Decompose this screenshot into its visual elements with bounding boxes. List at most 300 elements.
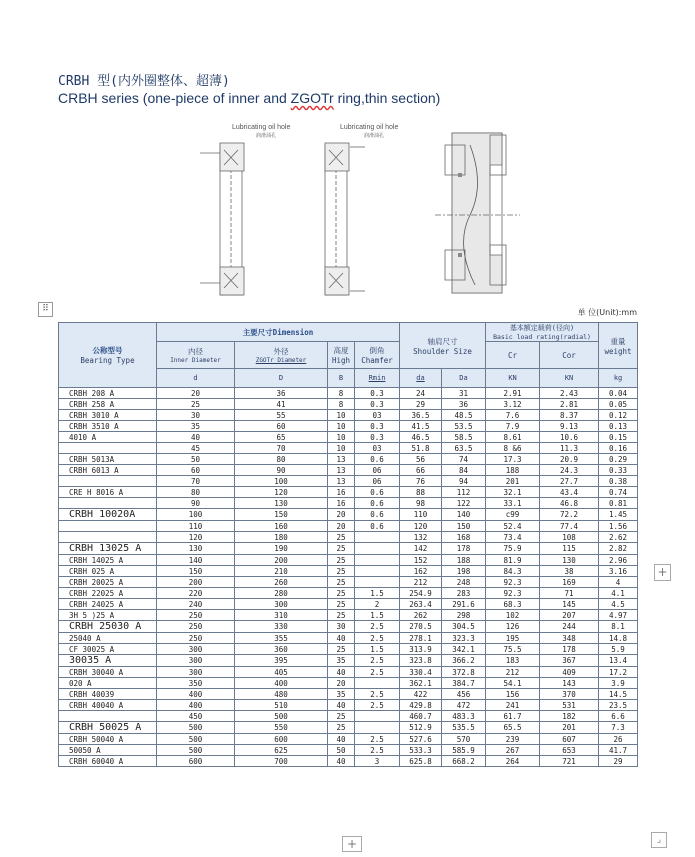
value-cell: 422 — [400, 689, 442, 700]
value-cell: 90 — [235, 465, 328, 476]
value-cell: 29 — [599, 756, 638, 767]
height-en: High — [331, 356, 351, 365]
bearing-type-en: Bearing Type — [80, 356, 135, 365]
value-cell: 11.3 — [540, 443, 599, 454]
value-cell: 200 — [235, 555, 328, 566]
value-cell: 384.7 — [442, 678, 486, 689]
value-cell: 283 — [442, 588, 486, 599]
spec-table — [58, 322, 638, 767]
load-rating-en: Basic load rating(radial) — [493, 333, 591, 341]
value-cell: 500 — [157, 734, 235, 745]
value-cell: 8 &6 — [486, 443, 540, 454]
value-cell: 527.6 — [400, 734, 442, 745]
value-cell: 1.5 — [355, 610, 400, 621]
value-cell: 6.6 — [599, 711, 638, 722]
table-move-handle-icon[interactable]: ⠿ — [38, 302, 53, 317]
value-cell: 102 — [486, 610, 540, 621]
value-cell: 25 — [328, 711, 355, 722]
value-cell: 52.4 — [486, 521, 540, 532]
value-cell: 80 — [235, 454, 328, 465]
value-cell: 130 — [157, 543, 235, 555]
bearing-type-cell: 4010 A — [59, 432, 157, 443]
value-cell: 500 — [157, 722, 235, 734]
value-cell: 120 — [400, 521, 442, 532]
value-cell: 10.6 — [540, 432, 599, 443]
bearing-type-cell: CRBH 40040 A — [59, 700, 157, 711]
value-cell: 350 — [157, 678, 235, 689]
value-cell: 1.5 — [355, 588, 400, 599]
value-cell: 145 — [540, 599, 599, 610]
value-cell: 36.5 — [400, 410, 442, 421]
value-cell: 2.43 — [540, 388, 599, 399]
value-cell: 16 — [328, 487, 355, 498]
value-cell: 66 — [400, 465, 442, 476]
value-cell: 27.7 — [540, 476, 599, 487]
value-cell: 360 — [235, 644, 328, 655]
value-cell: 43.4 — [540, 487, 599, 498]
value-cell: 56 — [400, 454, 442, 465]
table-row — [59, 711, 638, 722]
value-cell: 77.4 — [540, 521, 599, 532]
value-cell: 132 — [400, 532, 442, 543]
value-cell: 201 — [486, 476, 540, 487]
value-cell: 372.8 — [442, 667, 486, 678]
value-cell: 115 — [540, 543, 599, 555]
bearing-type-cell: CF 30025 A — [59, 644, 157, 655]
value-cell: 207 — [540, 610, 599, 621]
bearing-type-cell: CRBH 50025 A — [59, 722, 157, 734]
bearing-type-cell: CRBH 5013A — [59, 454, 157, 465]
value-cell: 160 — [235, 521, 328, 532]
chamfer-header — [355, 342, 400, 369]
bearing-type-cell: CRBH 208 A — [59, 388, 157, 399]
value-cell: 03 — [355, 410, 400, 421]
bearing-type-cell: CRBH 14025 A — [59, 555, 157, 566]
bearing-type-cell: 30035 A — [59, 655, 157, 667]
sym-kg: kg — [599, 369, 638, 388]
weight-cn: 重量 — [610, 336, 626, 346]
table-row — [59, 555, 638, 566]
value-cell: 625.8 — [400, 756, 442, 767]
bearing-type-header — [59, 323, 157, 388]
value-cell: 600 — [157, 756, 235, 767]
value-cell: 8 — [328, 388, 355, 399]
bearing-type-cell: CRBH 40039 — [59, 689, 157, 700]
value-cell: 210 — [235, 566, 328, 577]
value-cell: 0.04 — [599, 388, 638, 399]
value-cell: 17.3 — [486, 454, 540, 465]
value-cell: 625 — [235, 745, 328, 756]
bearing-type-cell — [59, 443, 157, 454]
value-cell: 63.5 — [442, 443, 486, 454]
value-cell: 263.4 — [400, 599, 442, 610]
table-row — [59, 588, 638, 599]
value-cell: 120 — [157, 532, 235, 543]
sym-kn-cor: KN — [540, 369, 599, 388]
value-cell: 25 — [328, 588, 355, 599]
lube-hole-label-1: Lubricating oil hole — [232, 124, 291, 131]
value-cell: 14.5 — [599, 689, 638, 700]
value-cell: 472 — [442, 700, 486, 711]
value-cell: 143 — [540, 678, 599, 689]
value-cell: 7.6 — [486, 410, 540, 421]
value-cell: 17.2 — [599, 667, 638, 678]
value-cell: 0.33 — [599, 465, 638, 476]
value-cell: 100 — [235, 476, 328, 487]
value-cell: 40 — [157, 432, 235, 443]
value-cell: 81.9 — [486, 555, 540, 566]
value-cell: 94 — [442, 476, 486, 487]
value-cell: 244 — [540, 621, 599, 633]
value-cell: 76 — [400, 476, 442, 487]
table-row — [59, 566, 638, 577]
bearing-type-cell — [59, 521, 157, 532]
value-cell: 2.81 — [540, 399, 599, 410]
value-cell: 8.37 — [540, 410, 599, 421]
table-row — [59, 678, 638, 689]
value-cell — [355, 722, 400, 734]
value-cell: 26 — [599, 734, 638, 745]
table-row — [59, 734, 638, 745]
value-cell: 0.81 — [599, 498, 638, 509]
value-cell: 40 — [328, 633, 355, 644]
value-cell: 4.5 — [599, 599, 638, 610]
value-cell: 250 — [157, 633, 235, 644]
value-cell: 260 — [235, 577, 328, 588]
value-cell: 75.9 — [486, 543, 540, 555]
value-cell: 140 — [442, 509, 486, 521]
value-cell — [355, 678, 400, 689]
value-cell: 25 — [328, 566, 355, 577]
value-cell: 607 — [540, 734, 599, 745]
bearing-type-cell: CRE H 8016 A — [59, 487, 157, 498]
value-cell: 41.7 — [599, 745, 638, 756]
value-cell: 112 — [442, 487, 486, 498]
value-cell: 510 — [235, 700, 328, 711]
value-cell: 0.38 — [599, 476, 638, 487]
inner-cn: 内径 — [188, 347, 203, 356]
value-cell: 0.3 — [355, 432, 400, 443]
value-cell: 06 — [355, 476, 400, 487]
value-cell: 366.2 — [442, 655, 486, 667]
value-cell: 10 — [328, 410, 355, 421]
value-cell: 248 — [442, 577, 486, 588]
value-cell: 68.3 — [486, 599, 540, 610]
page-title-cn: CRBH 型(内外圈整体、超薄) — [58, 74, 230, 89]
value-cell: 270.5 — [400, 621, 442, 633]
table-row — [59, 509, 638, 521]
table-row — [59, 410, 638, 421]
value-cell: 53.5 — [442, 421, 486, 432]
value-cell: 35 — [328, 655, 355, 667]
value-cell: 84.3 — [486, 566, 540, 577]
value-cell: 0.6 — [355, 498, 400, 509]
table-row — [59, 722, 638, 734]
value-cell: 310 — [235, 610, 328, 621]
value-cell: 13 — [328, 476, 355, 487]
value-cell: 126 — [486, 621, 540, 633]
value-cell: 585.9 — [442, 745, 486, 756]
outer-en: ZGOTr Diameter — [255, 357, 307, 364]
table-row — [59, 443, 638, 454]
value-cell — [355, 711, 400, 722]
value-cell: 0.6 — [355, 509, 400, 521]
value-cell: 535.5 — [442, 722, 486, 734]
table-row — [59, 432, 638, 443]
weight-en: weight — [604, 346, 632, 356]
value-cell: 25 — [328, 610, 355, 621]
value-cell: 25 — [328, 555, 355, 566]
table-row — [59, 599, 638, 610]
value-cell: 480 — [235, 689, 328, 700]
value-cell: 24 — [400, 388, 442, 399]
value-cell — [355, 577, 400, 588]
value-cell: 2.82 — [599, 543, 638, 555]
height-cn: 高度 — [333, 346, 349, 355]
table-row — [59, 465, 638, 476]
value-cell: 23.5 — [599, 700, 638, 711]
table-row — [59, 487, 638, 498]
add-column-icon[interactable]: + — [654, 564, 671, 581]
bearing-type-cell: 020 A — [59, 678, 157, 689]
bearing-type-cell: CRBH 50040 A — [59, 734, 157, 745]
value-cell: 3.9 — [599, 678, 638, 689]
value-cell: 460.7 — [400, 711, 442, 722]
value-cell: 240 — [157, 599, 235, 610]
value-cell: 0.6 — [355, 487, 400, 498]
value-cell: 72.2 — [540, 509, 599, 521]
value-cell: 50 — [328, 745, 355, 756]
add-row-icon[interactable]: + — [342, 836, 362, 852]
value-cell: 300 — [157, 667, 235, 678]
value-cell: 25 — [157, 399, 235, 410]
value-cell: 178 — [540, 644, 599, 655]
table-row — [59, 644, 638, 655]
value-cell: 150 — [157, 566, 235, 577]
value-cell: 2 — [355, 599, 400, 610]
value-cell: 241 — [486, 700, 540, 711]
title-en-suffix: ring,thin section) — [333, 90, 441, 106]
resize-corner-icon[interactable]: ⌟ — [651, 832, 667, 848]
value-cell: 110 — [400, 509, 442, 521]
value-cell: 10 — [328, 432, 355, 443]
height-header — [328, 342, 355, 369]
value-cell: 58.5 — [442, 432, 486, 443]
sym-kn-cr: KN — [486, 369, 540, 388]
value-cell: 98 — [400, 498, 442, 509]
value-cell: 41.5 — [400, 421, 442, 432]
value-cell: 429.8 — [400, 700, 442, 711]
value-cell: 291.6 — [442, 599, 486, 610]
value-cell: 20.9 — [540, 454, 599, 465]
bearing-type-cell: CRBH 24025 A — [59, 599, 157, 610]
value-cell: 220 — [157, 588, 235, 599]
bearing-type-cn: 公称型号 — [92, 346, 123, 355]
sym-B: B — [328, 369, 355, 388]
value-cell: 88 — [400, 487, 442, 498]
value-cell: 0.6 — [355, 454, 400, 465]
value-cell: 41 — [235, 399, 328, 410]
value-cell: 168 — [442, 532, 486, 543]
value-cell: 90 — [157, 498, 235, 509]
value-cell — [355, 532, 400, 543]
value-cell — [355, 566, 400, 577]
value-cell: 400 — [157, 700, 235, 711]
value-cell: 400 — [235, 678, 328, 689]
value-cell: 500 — [157, 745, 235, 756]
sym-da: da — [400, 369, 442, 388]
cor-header: Cor — [540, 342, 599, 369]
bearing-type-cell: CRBH 3510 A — [59, 421, 157, 432]
value-cell: 409 — [540, 667, 599, 678]
outer-cn: 外径 — [273, 347, 289, 356]
value-cell: 2.5 — [355, 633, 400, 644]
inner-diameter-header — [157, 342, 235, 369]
value-cell: 188 — [442, 555, 486, 566]
value-cell: 355 — [235, 633, 328, 644]
value-cell: 45 — [157, 443, 235, 454]
value-cell: 36 — [235, 388, 328, 399]
unit-label: 单 位(Unit):mm — [577, 308, 637, 317]
table-row — [59, 756, 638, 767]
value-cell: 190 — [235, 543, 328, 555]
bearing-type-cell: 25040 A — [59, 633, 157, 644]
value-cell: 30 — [157, 410, 235, 421]
value-cell: 0.6 — [355, 521, 400, 532]
shoulder-en: Shoulder Size — [413, 346, 472, 356]
lube-hole-label-2-cn: 润滑油孔 — [364, 133, 385, 139]
value-cell: 20 — [328, 521, 355, 532]
sym-d: d — [157, 369, 235, 388]
table-row — [59, 633, 638, 644]
value-cell: 71 — [540, 588, 599, 599]
value-cell: 7.3 — [599, 722, 638, 734]
value-cell: 2.62 — [599, 532, 638, 543]
value-cell: 8.61 — [486, 432, 540, 443]
value-cell: 51.8 — [400, 443, 442, 454]
bearing-type-cell — [59, 711, 157, 722]
value-cell: 13 — [328, 465, 355, 476]
table-row — [59, 689, 638, 700]
value-cell: 142 — [400, 543, 442, 555]
value-cell: 20 — [157, 388, 235, 399]
value-cell: 48.5 — [442, 410, 486, 421]
value-cell: 75.5 — [486, 644, 540, 655]
table-row — [59, 454, 638, 465]
value-cell: 169 — [540, 577, 599, 588]
value-cell: 61.7 — [486, 711, 540, 722]
value-cell: 162 — [400, 566, 442, 577]
spec-table-body — [59, 388, 638, 767]
value-cell: 25 — [328, 532, 355, 543]
value-cell: 122 — [442, 498, 486, 509]
table-row — [59, 655, 638, 667]
load-rating-header — [486, 323, 599, 342]
sym-Da: Da — [442, 369, 486, 388]
table-row — [59, 667, 638, 678]
bearing-type-cell: CRBH 13025 A — [59, 543, 157, 555]
value-cell: 0.29 — [599, 454, 638, 465]
value-cell: 212 — [400, 577, 442, 588]
value-cell: 254.9 — [400, 588, 442, 599]
inner-en: Inner Diameter — [170, 357, 221, 364]
value-cell: 60 — [235, 421, 328, 432]
value-cell: 100 — [157, 509, 235, 521]
bearing-type-cell: CRBH 025 A — [59, 566, 157, 577]
value-cell: 2.96 — [599, 555, 638, 566]
value-cell: 50 — [157, 454, 235, 465]
lube-hole-label-2: Lubricating oil hole — [340, 124, 399, 131]
table-row — [59, 610, 638, 621]
value-cell: 4 — [599, 577, 638, 588]
bearing-drawings — [190, 115, 530, 305]
value-cell: 300 — [157, 655, 235, 667]
value-cell: 5.9 — [599, 644, 638, 655]
title-en-underlined: ZGOTr — [290, 90, 334, 106]
value-cell: 0.12 — [599, 410, 638, 421]
value-cell: 183 — [486, 655, 540, 667]
bearing-type-cell: CRBH 10020A — [59, 509, 157, 521]
table-row — [59, 577, 638, 588]
value-cell: 264 — [486, 756, 540, 767]
value-cell: 25 — [328, 577, 355, 588]
value-cell: 2.91 — [486, 388, 540, 399]
value-cell: 323.8 — [400, 655, 442, 667]
bearing-type-cell — [59, 498, 157, 509]
bearing-type-cell: CRBH 20025 A — [59, 577, 157, 588]
value-cell: 0.3 — [355, 421, 400, 432]
value-cell: 120 — [235, 487, 328, 498]
value-cell: 298 — [442, 610, 486, 621]
sym-D: D — [235, 369, 328, 388]
value-cell: 300 — [157, 644, 235, 655]
value-cell: 25 — [328, 644, 355, 655]
value-cell: 250 — [157, 621, 235, 633]
value-cell: c99 — [486, 509, 540, 521]
sym-rmin: Rmin — [355, 369, 400, 388]
value-cell: 323.3 — [442, 633, 486, 644]
value-cell: 92.3 — [486, 588, 540, 599]
bearing-type-cell: CRBH 22025 A — [59, 588, 157, 599]
value-cell: 330 — [235, 621, 328, 633]
value-cell: 300 — [235, 599, 328, 610]
value-cell: 182 — [540, 711, 599, 722]
value-cell: 150 — [442, 521, 486, 532]
value-cell: 3.12 — [486, 399, 540, 410]
value-cell: 1.56 — [599, 521, 638, 532]
value-cell: 1.45 — [599, 509, 638, 521]
value-cell: 330.4 — [400, 667, 442, 678]
value-cell: 178 — [442, 543, 486, 555]
value-cell: 92.3 — [486, 577, 540, 588]
value-cell: 32.1 — [486, 487, 540, 498]
value-cell: 201 — [540, 722, 599, 734]
value-cell: 25 — [328, 722, 355, 734]
load-rating-cn: 基本额定载荷(径向) — [509, 324, 575, 332]
value-cell: 304.5 — [442, 621, 486, 633]
value-cell: 20 — [328, 509, 355, 521]
value-cell: 2.5 — [355, 745, 400, 756]
table-row — [59, 543, 638, 555]
bearing-type-cell: CRBH 60040 A — [59, 756, 157, 767]
value-cell: 250 — [157, 610, 235, 621]
value-cell: 0.05 — [599, 399, 638, 410]
lube-hole-label-1-cn: 润滑油孔 — [256, 133, 277, 139]
value-cell: 198 — [442, 566, 486, 577]
value-cell: 29 — [400, 399, 442, 410]
value-cell: 4.97 — [599, 610, 638, 621]
value-cell: 108 — [540, 532, 599, 543]
